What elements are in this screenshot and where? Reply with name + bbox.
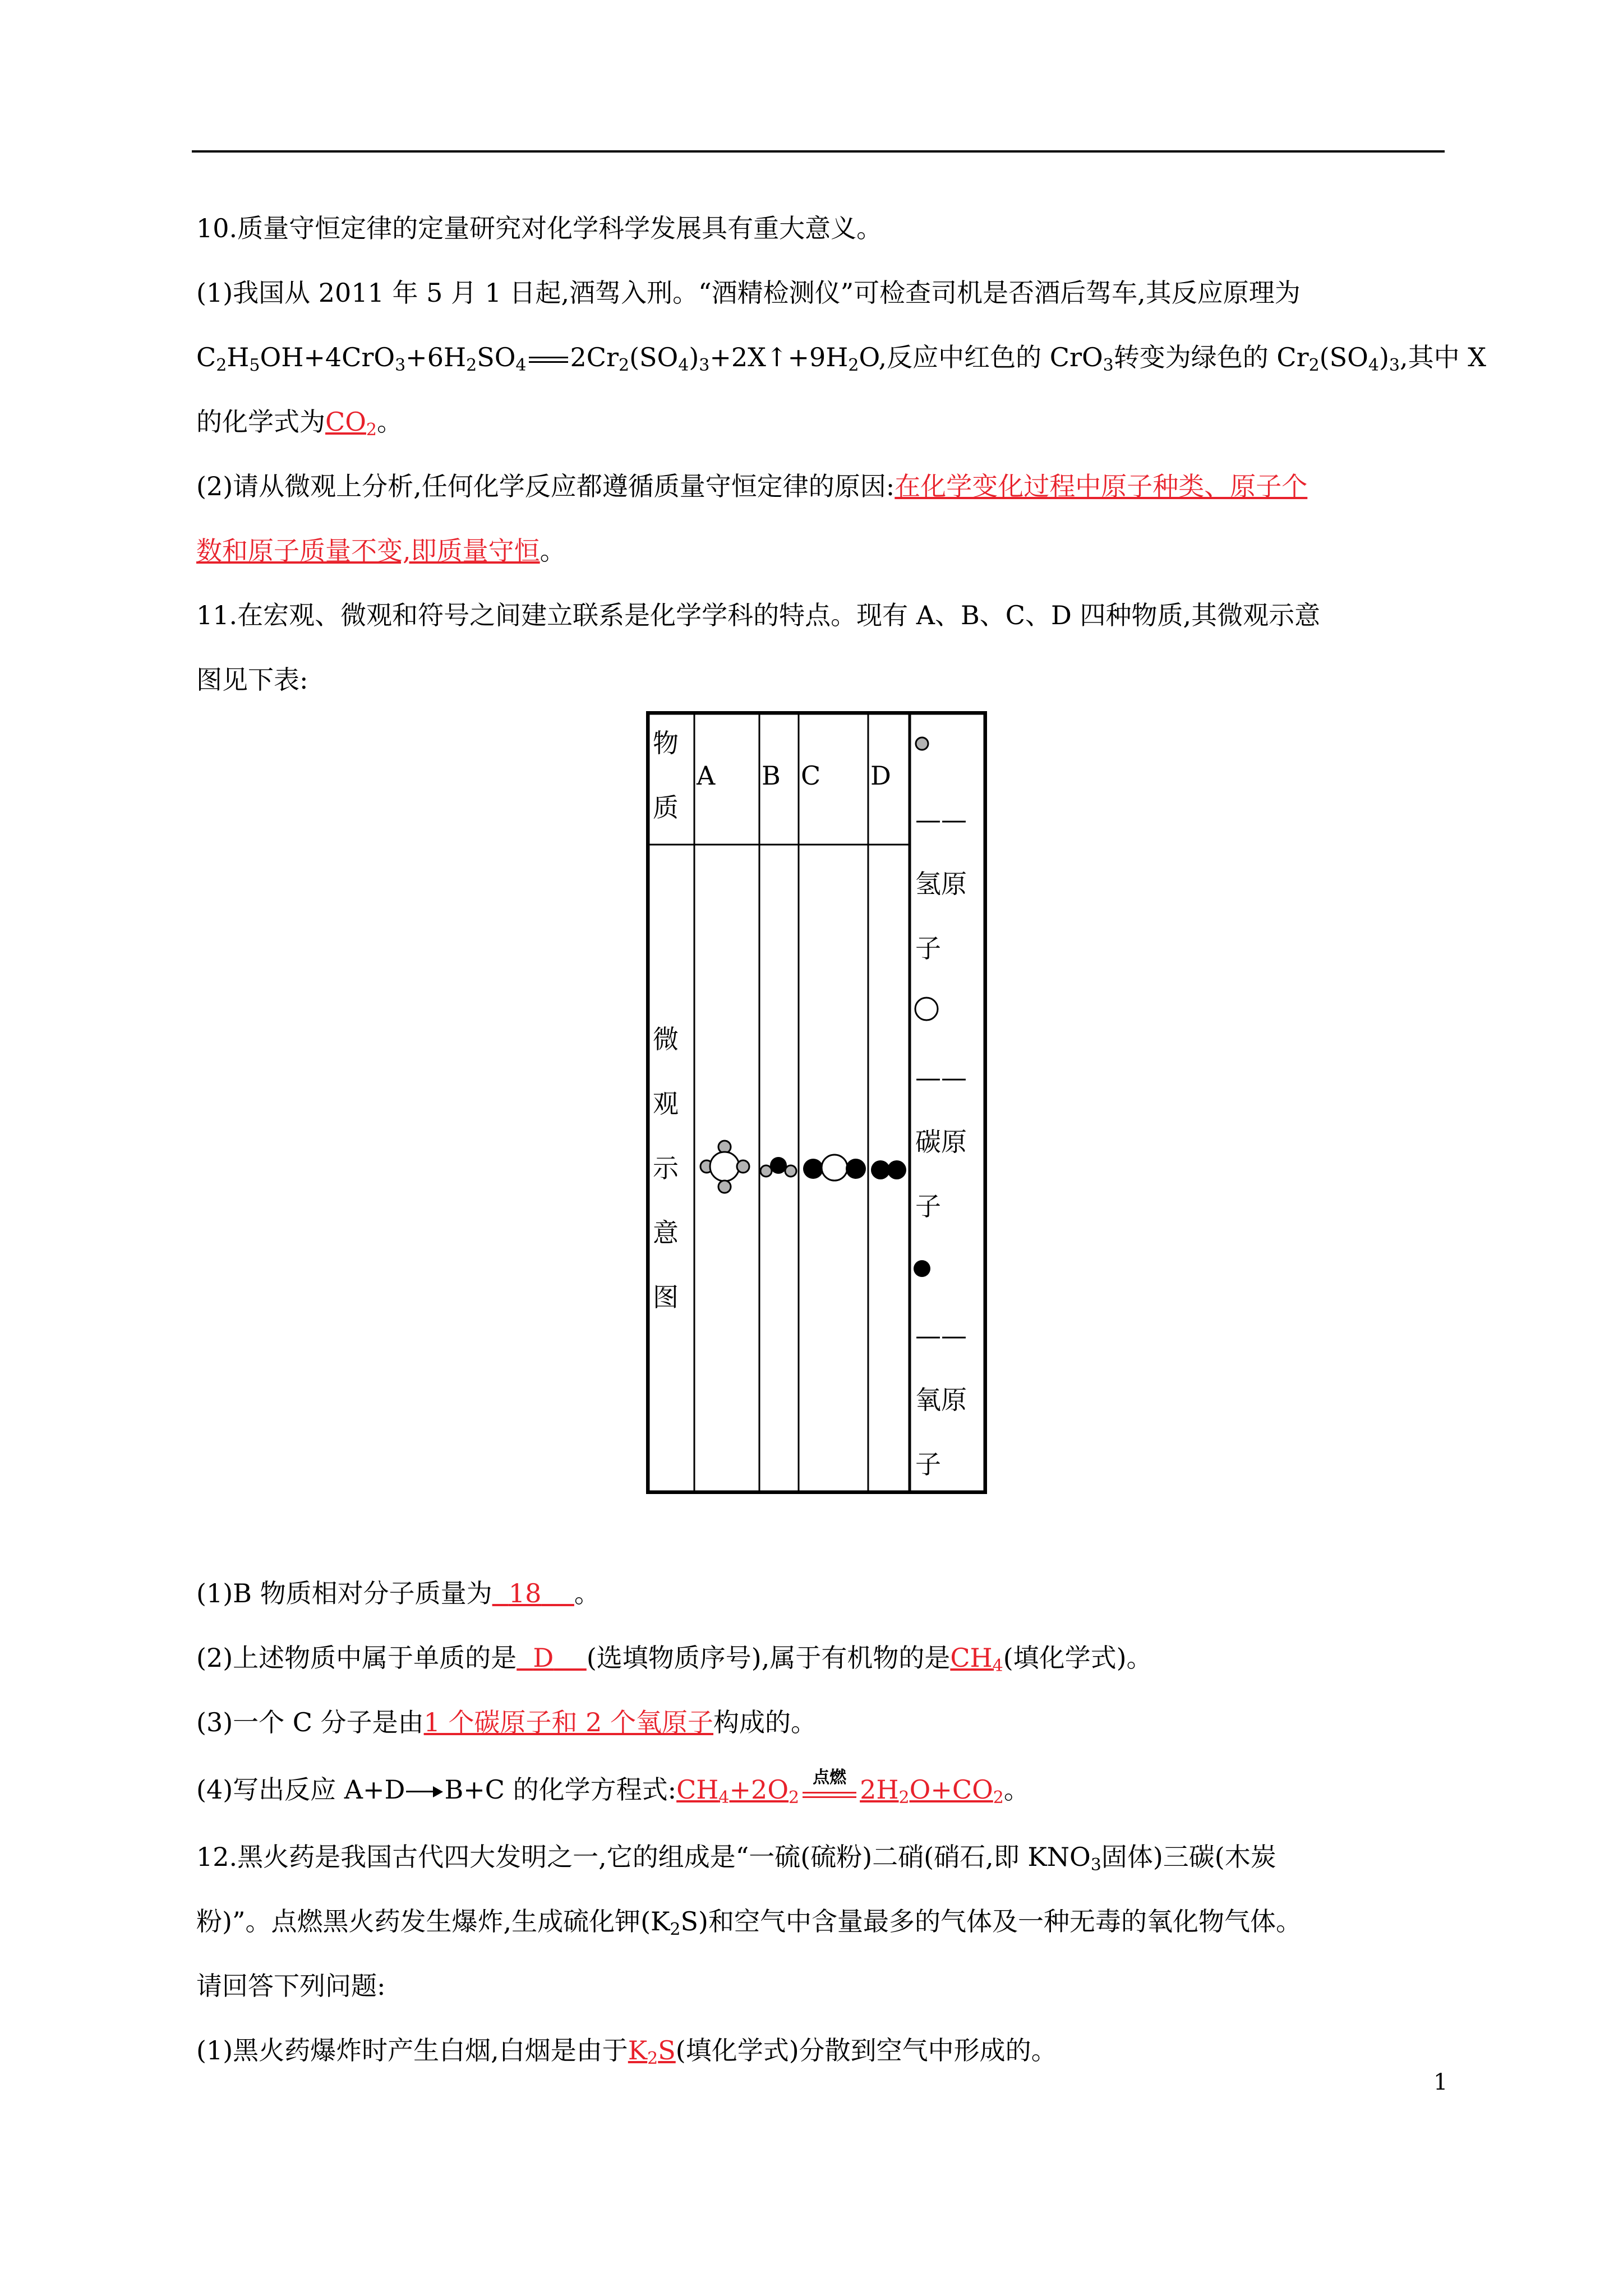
q10-p2-line1: (2)请从微观上分析,任何化学反应都遵循质量守恒定律的原因:在化学变化过程中原子种类、原子个 [196, 471, 1308, 501]
molecule-c-icon [803, 1155, 866, 1181]
molecule-d-icon [871, 1160, 906, 1179]
equals-sign-icon [527, 347, 570, 372]
page-number: 1 [1433, 2069, 1448, 2095]
q11-answer-2b: $CH_4$ [950, 1643, 1003, 1676]
legend-carbon-dash: —— [915, 1062, 967, 1092]
hydrogen-atom-swatch-icon [916, 737, 928, 750]
q11-stem-a: 11.在宏观、微观和符号之间建立联系是化学学科的特点。现有 A、B、C、D 四种物质,其微观示意 [196, 600, 1321, 630]
oxygen-atom-swatch-icon [914, 1260, 930, 1277]
legend-oxygen-label: 氧原子 [915, 1385, 967, 1479]
reaction-arrow-icon [405, 1779, 444, 1805]
q11-sub1: (1)B 物质相对分子质量为 18 。 [196, 1578, 600, 1608]
q10-p2-line2: 数和原子质量不变,即质量守恒。 [196, 536, 566, 566]
q11-sub4: (4)写出反应 A+D B+C 的化学方程式$:CH_4+2O_2$ 点燃 $2H_2O+CO_2$。 [196, 1768, 1030, 1808]
legend-carbon-label: 碳原子 [915, 1127, 967, 1221]
table-col-d: D [870, 760, 891, 791]
q11-answer-1: 18 [508, 1578, 542, 1608]
q11-answer-2: D [533, 1643, 554, 1673]
q10-p1-line3: 的化学式为$CO_2$。 [196, 407, 403, 440]
table-col-a: A [697, 760, 716, 791]
table-header-label: 物质 [653, 728, 679, 823]
q11-answer-4: $CH_4+2O_2$ [676, 1774, 800, 1808]
molecule-a-icon [700, 1141, 749, 1193]
q12-answer-1: $K_2S$ [628, 2035, 676, 2068]
q12-sub1: (1)黑火药爆炸时产生白烟,白烟是由于$K_2S$(填化学式)分散到空气中形成的。 [196, 2035, 1057, 2068]
table-row-label: 微观示意图 [653, 1024, 679, 1312]
q10-p1-line1: (1)我国从 2011 年 5 月 1 日起,酒驾入刑。“酒精检测仪”可检查司机是否酒后驾车,其反应原理为 [196, 278, 1301, 308]
legend-oxygen-dash: —— [915, 1320, 967, 1350]
q11-sub2: (2)上述物质中属于单质的是 D (选填物质序号),属于有机物的是$CH_4$(填化学式)。 [196, 1643, 1152, 1676]
molecule-b-icon [760, 1157, 796, 1177]
q12-stem-c: 请回答下列问题: [196, 1971, 386, 2001]
q10-p1-equation: $C_2H_5OH+4CrO_3+6H_2SO_4$ $2Cr_2(SO_4)_3+2X↑+9H_2O$,反应中红色的 CrO$_3$转变为绿色的 $Cr_2(SO_4)_3$,其中 X [196, 342, 1486, 375]
q11-answer-4b: $2H_2O+CO_2$ [860, 1774, 1004, 1808]
q12-stem-a: 12.黑火药是我国古代四大发明之一,它的组成是“一硫(硫粉)二硝(硝石,即 $KNO_3$固体)三碳(木炭 [196, 1842, 1276, 1875]
table-col-b: B [762, 760, 781, 791]
reaction-condition: 点燃 [813, 1768, 847, 1787]
q11-answer-3: 1 个碳原子和 2 个氧原子 [423, 1707, 714, 1737]
table-col-c: C [801, 760, 821, 791]
legend-hydrogen-label: 氢原子 [915, 869, 967, 963]
q11-sub3: (3)一个 C 分子是由1 个碳原子和 2 个氧原子构成的。 [196, 1707, 817, 1737]
q10-answer-1: $CO_2$ [325, 407, 377, 440]
legend-hydrogen-dash: —— [915, 804, 967, 835]
ignition-equals-icon [799, 1768, 860, 1809]
microscopic-table [646, 711, 987, 1494]
q10-stem: 10.质量守恒定律的定量研究对化学科学发展具有重大意义。 [196, 213, 883, 243]
q12-stem-b: 粉)”。点燃黑火药发生爆炸,生成硫化钾$(K_2S)$和空气中含量最多的气体及一种无毒的氧化物气体。 [196, 1906, 1302, 1939]
q10-answer-2b: 数和原子质量不变,即质量守恒 [196, 536, 540, 566]
header-rule [192, 150, 1445, 153]
carbon-atom-swatch-icon [915, 998, 938, 1020]
q11-stem-b: 图见下表: [196, 665, 308, 695]
q10-answer-2a: 在化学变化过程中原子种类、原子个 [895, 471, 1308, 501]
